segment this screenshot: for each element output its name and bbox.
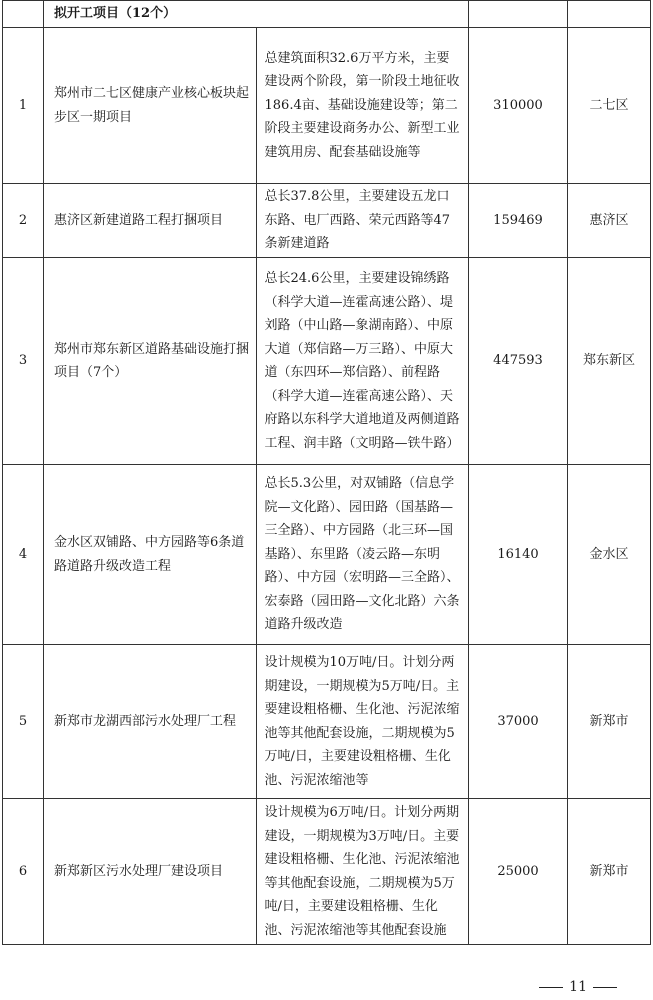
table-row [3,184,651,258]
page-number [533,978,623,996]
project-name: 惠济区新建道路工程打捆项目 [44,184,257,258]
page-number-value: 11 [569,979,587,995]
investment-amount: 447593 [469,258,568,465]
row-index: 4 [3,465,44,645]
section-header-blank [469,1,568,28]
region: 金水区 [568,465,651,645]
dash-right [593,987,617,988]
section-title: 拟开工项目（12个） [44,1,469,28]
project-name: 郑州市郑东新区道路基础设施打捆项目（7个） [44,258,257,465]
project-description: 总长5.3公里，对双铺路（信息学院—文化路）、园田路（国基路—三全路）、中方园路（北三环—国基路）、东里路（凌云路—东明路）、中方园（宏明路—三全路）、宏泰路（园田路—文化北路）六条道路升级改造 [256,465,469,645]
section-header-row [3,1,651,28]
project-description: 总建筑面积32.6万平方米，主要建设两个阶段，第一阶段土地征收186.4亩、基础设施建设等；第二阶段主要建设商务办公、新型工业建筑用房、配套基础设施等 [256,28,469,184]
project-description: 总长24.6公里，主要建设锦绣路（科学大道—连霍高速公路）、堤刘路（中山路—象湖南路）、中原大道（郑信路—万三路）、中原大道（东四环—郑信路）、前程路（科学大道—连霍高速公路）、天府路以东科学大道地道及两侧道路工程、润丰路（文明路—铁牛路） [256,258,469,465]
investment-amount: 25000 [469,799,568,945]
project-name: 金水区双铺路、中方园路等6条道路道路升级改造工程 [44,465,257,645]
region: 惠济区 [568,184,651,258]
region: 二七区 [568,28,651,184]
region: 郑东新区 [568,258,651,465]
investment-amount: 37000 [469,645,568,799]
dash-left [539,987,563,988]
row-index: 5 [3,645,44,799]
row-index: 2 [3,184,44,258]
row-index: 3 [3,258,44,465]
table-row [3,645,651,799]
project-name: 新郑新区污水处理厂建设项目 [44,799,257,945]
project-description: 设计规模为6万吨/日。计划分两期建设，一期规模为3万吨/日。主要建设粗格栅、生化池、污泥浓缩池等其他配套设施，二期规模为5万吨/日，主要建设粗格栅、生化池、污泥浓缩池等其他配套设施 [256,799,469,945]
investment-amount: 159469 [469,184,568,258]
investment-amount: 310000 [469,28,568,184]
table-row [3,799,651,945]
project-name: 郑州市二七区健康产业核心板块起步区一期项目 [44,28,257,184]
row-index: 6 [3,799,44,945]
table-row [3,465,651,645]
table-row [3,258,651,465]
section-header-blank [3,1,44,28]
project-name: 新郑市龙湖西部污水处理厂工程 [44,645,257,799]
project-description: 设计规模为10万吨/日。计划分两期建设，一期规模为5万吨/日。主要建设粗格栅、生化池、污泥浓缩池等其他配套设施，二期规模为5万吨/日，主要建设粗格栅、生化池、污泥浓缩池等 [256,645,469,799]
project-description: 总长37.8公里，主要建设五龙口东路、电厂西路、荣元西路等47条新建道路 [256,184,469,258]
projects-table [2,0,651,945]
section-header-blank [568,1,651,28]
row-index: 1 [3,28,44,184]
investment-amount: 16140 [469,465,568,645]
table-row [3,28,651,184]
region: 新郑市 [568,799,651,945]
region: 新郑市 [568,645,651,799]
